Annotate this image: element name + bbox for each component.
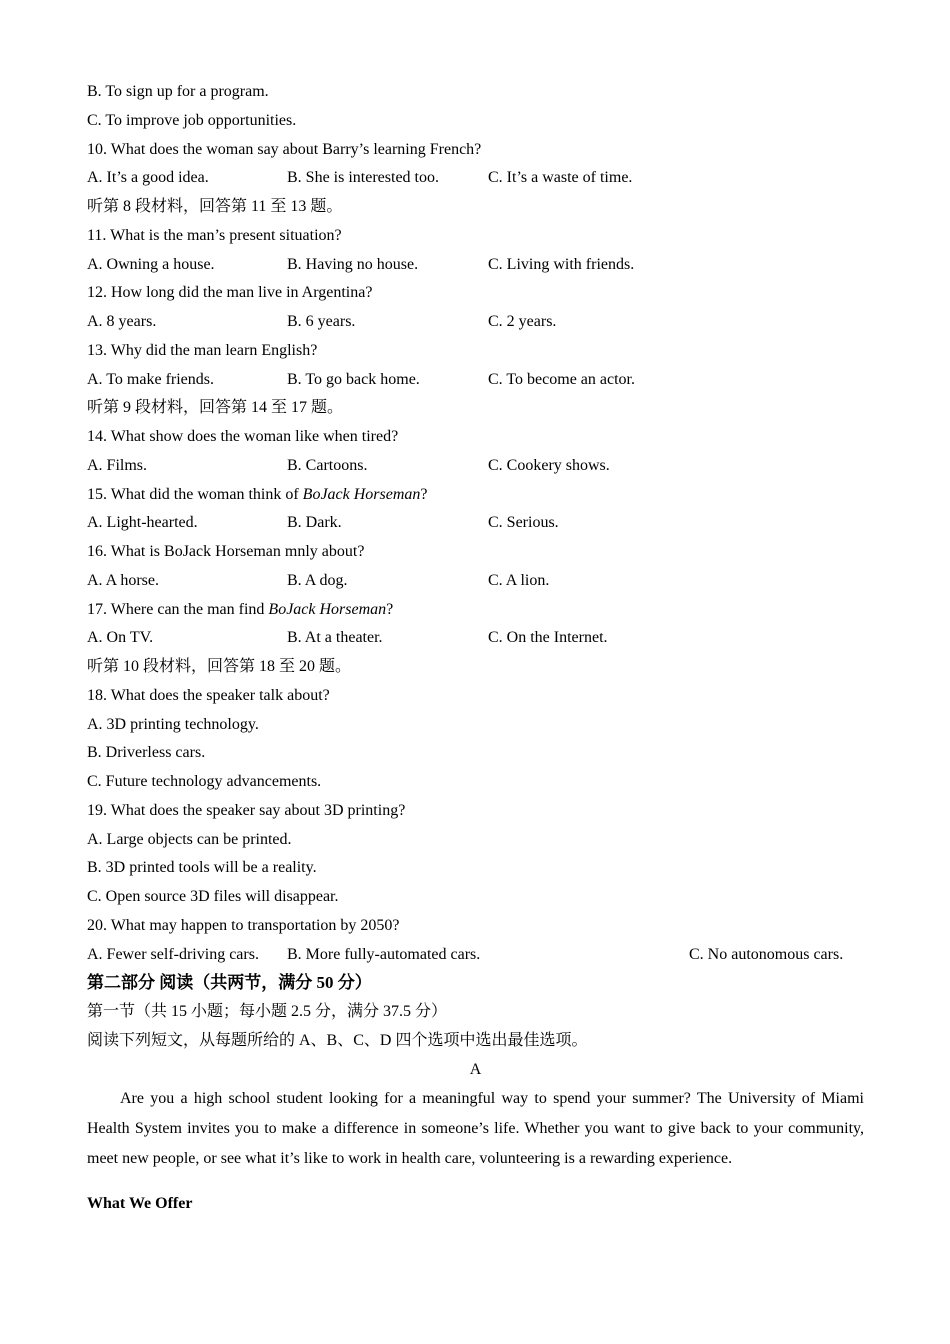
q9-option-c: C. To improve job opportunities.	[87, 111, 297, 129]
q16-options	[87, 567, 864, 596]
q12-option-c: C. 2 years.	[488, 313, 557, 330]
q10-options	[87, 164, 864, 193]
q15-option-a: A. Light-hearted.	[87, 514, 198, 532]
q20-option-a: A. Fewer self-driving cars.	[87, 945, 259, 963]
q11-stem: 11. What is the man’s present situation?	[87, 226, 342, 244]
q14-option-c: C. Cookery shows.	[488, 456, 610, 474]
q14-stem: 14. What show does the woman like when tired?	[87, 428, 399, 445]
q14-option-b: B. Cartoons.	[287, 456, 368, 474]
q17-option-b: B. At a theater.	[287, 629, 383, 647]
section-8-instruction: 听第 8 段材料，回答第 11 至 13 题。	[87, 198, 343, 215]
q12-options	[87, 308, 864, 337]
q18-option-b: B. Driverless cars.	[87, 744, 206, 762]
section-9-instruction: 听第 9 段材料，回答第 14 至 17 题。	[87, 399, 344, 417]
part-2-subsection: 第一节（共 15 小题；每小题 2.5 分，满分 37.5 分）	[87, 1003, 448, 1020]
q17-stem-end: ?	[386, 600, 394, 618]
q17-stem-text: 17. Where can the man find	[87, 600, 269, 618]
q17-option-a: A. On TV.	[87, 629, 154, 647]
q19-option-a: A. Large objects can be printed.	[87, 830, 292, 848]
q16-option-a: A. A horse.	[87, 571, 159, 589]
q19-option-c: C. Open source 3D files will disappear.	[87, 888, 339, 905]
q20-option-b: B. More fully-automated cars.	[287, 945, 481, 963]
q19-option-b: B. 3D printed tools will be a reality.	[87, 859, 317, 877]
q15-show-title: BoJack Horseman	[302, 485, 421, 503]
q9-option-b: B. To sign up for a program.	[87, 83, 269, 100]
q15-option-c: C. Serious.	[488, 514, 559, 532]
q14-options	[87, 452, 864, 481]
q19-stem: 19. What does the speaker say about 3D printing?	[87, 801, 406, 819]
q18-option-a: A. 3D printing technology.	[87, 715, 259, 733]
q10-option-a: A. It’s a good idea.	[87, 169, 209, 187]
section-10-instruction: 听第 10 段材料，回答第 18 至 20 题。	[87, 658, 352, 675]
q11-option-c: C. Living with friends.	[488, 255, 635, 273]
q13-stem: 13. Why did the man learn English?	[87, 341, 318, 359]
q17-stem	[87, 596, 864, 625]
q12-stem: 12. How long did the man live in Argentina?	[87, 284, 373, 302]
exam-page	[87, 78, 864, 1219]
q16-stem: 16. What is BoJack Horseman mnly about?	[87, 543, 365, 560]
q17-options	[87, 624, 864, 653]
q14-option-a: A. Films.	[87, 456, 148, 474]
q12-option-a: A. 8 years.	[87, 313, 157, 330]
q15-stem-end: ?	[420, 485, 428, 503]
q20-options	[87, 941, 864, 970]
part-2-instruction: 阅读下列短文，从每题所给的 A、B、C、D 四个选项中选出最佳选项。	[87, 1031, 588, 1049]
passage-paragraph: Are you a high school student looking for a meaningful way to spend your summer? The University of Miami Health System invites you to make a difference in someone’s life. Whether you want to give back to your community, meet new people, or see what it’s like to work in health care, volunteering is a rewarding experience.	[87, 1090, 864, 1168]
q20-option-c: C. No autonomous cars.	[689, 945, 844, 963]
q18-option-c: C. Future technology advancements.	[87, 773, 322, 790]
q11-options	[87, 251, 864, 280]
q15-stem-text: 15. What did the woman think of	[87, 485, 303, 503]
q18-stem: 18. What does the speaker talk about?	[87, 686, 330, 704]
q13-option-b: B. To go back home.	[287, 370, 420, 388]
q10-option-b: B. She is interested too.	[287, 169, 439, 187]
q16-option-c: C. A lion.	[488, 571, 550, 589]
q15-options	[87, 509, 864, 538]
part-2-title: 第二部分 阅读（共两节，满分 50 分）	[87, 973, 372, 993]
q13-options	[87, 366, 864, 395]
q20-stem: 20. What may happen to transportation by 2050?	[87, 916, 400, 934]
q13-option-a: A. To make friends.	[87, 370, 214, 388]
q17-option-c: C. On the Internet.	[488, 629, 608, 647]
q16-option-b: B. A dog.	[287, 571, 348, 589]
q13-option-c: C. To become an actor.	[488, 370, 635, 388]
q17-show-title: BoJack Horseman	[268, 600, 387, 618]
what-we-offer-heading: What We Offer	[87, 1195, 193, 1213]
q12-option-b: B. 6 years.	[287, 313, 356, 330]
q10-option-c: C. It’s a waste of time.	[488, 169, 633, 187]
q11-option-a: A. Owning a house.	[87, 255, 215, 273]
q11-option-b: B. Having no house.	[287, 255, 419, 273]
passage-label: A	[469, 1060, 482, 1078]
q15-stem	[87, 481, 864, 510]
q10-stem: 10. What does the woman say about Barry’s learning French?	[87, 140, 482, 158]
q15-option-b: B. Dark.	[287, 514, 342, 532]
